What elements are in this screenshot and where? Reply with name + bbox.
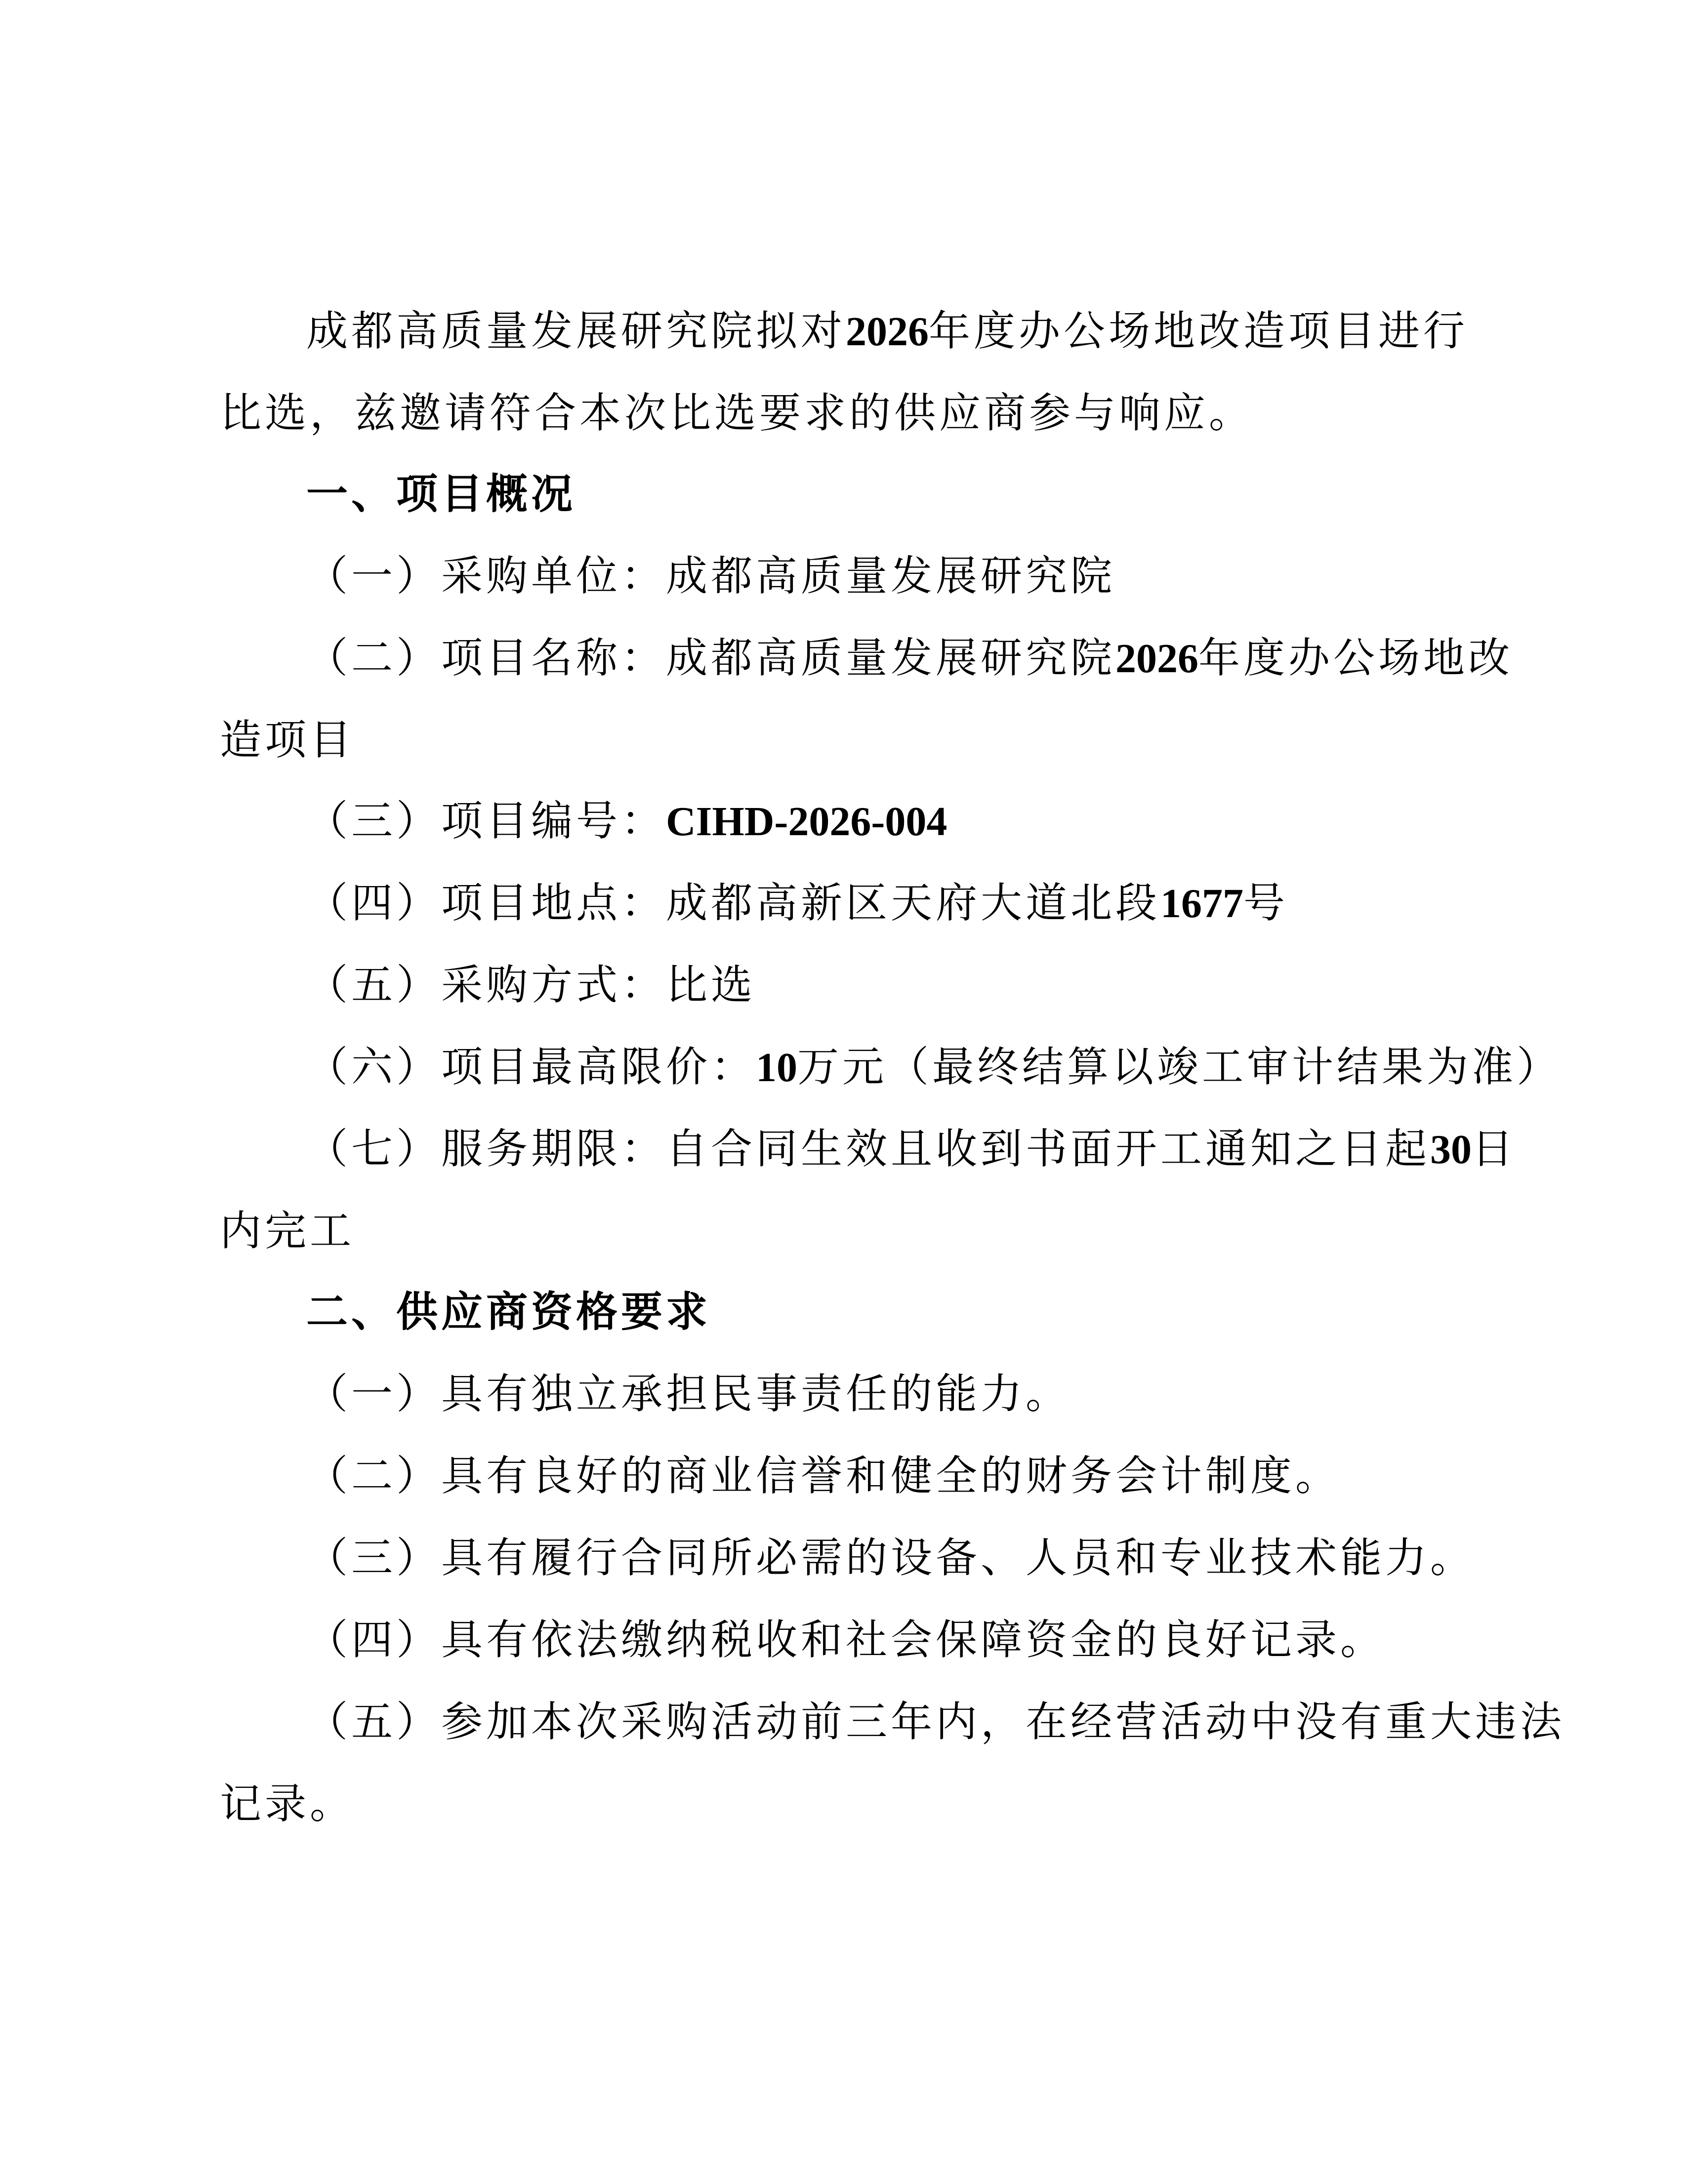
requirement-item-cont: 记录。 bbox=[220, 1780, 355, 1828]
item-value: 日 bbox=[1472, 1125, 1517, 1173]
requirement-item: （四）具有依法缴纳税收和社会保障资金的良好记录。 bbox=[306, 1616, 1386, 1664]
intro-line-1 bbox=[306, 306, 1468, 357]
item-label: （六）项目最高限价： bbox=[306, 1043, 756, 1091]
item-label: （七）服务期限： bbox=[306, 1125, 666, 1173]
item-location bbox=[306, 878, 1288, 929]
item-label: （三）项目编号： bbox=[306, 797, 666, 845]
requirement-item: （一）具有独立承担民事责任的能力。 bbox=[306, 1370, 1071, 1418]
intro-text: 成都高质量发展研究院拟对 bbox=[306, 307, 846, 355]
item-value: 成都高质量发展研究院 bbox=[666, 634, 1116, 682]
item-label: （五）采购方式： bbox=[306, 961, 666, 1009]
requirement-item: （二）具有良好的商业信誉和健全的财务会计制度。 bbox=[306, 1452, 1341, 1500]
intro-line-2: 比选，兹邀请符合本次比选要求的供应商参与响应。 bbox=[220, 389, 1254, 437]
item-service-period-cont: 内完工 bbox=[220, 1207, 355, 1255]
item-value-number: 10 bbox=[756, 1045, 798, 1091]
item-project-name bbox=[306, 633, 1513, 684]
item-method bbox=[306, 960, 756, 1010]
intro-year: 2026 bbox=[846, 309, 929, 355]
intro-text: 年度办公场地改造项目进行 bbox=[929, 307, 1469, 355]
item-value-code: CIHD-2026-004 bbox=[666, 799, 947, 845]
item-project-code bbox=[306, 796, 947, 847]
section-heading: 二、供应商资格要求 bbox=[306, 1287, 711, 1336]
item-value: 年度办公场地改 bbox=[1198, 634, 1514, 682]
requirement-item: （五）参加本次采购活动前三年内，在经营活动中没有重大违法 bbox=[306, 1698, 1565, 1746]
item-label: （四）项目地点： bbox=[306, 879, 666, 927]
item-value: 成都高新区天府大道北段 bbox=[666, 879, 1161, 927]
item-value: 成都高质量发展研究院 bbox=[666, 552, 1116, 600]
item-value: 号 bbox=[1243, 879, 1289, 927]
section-heading: 一、项目概况 bbox=[306, 469, 576, 518]
item-project-name-cont: 造项目 bbox=[220, 716, 355, 764]
item-value: 比选 bbox=[666, 961, 756, 1009]
item-value-number: 30 bbox=[1430, 1127, 1472, 1173]
item-value-year: 2026 bbox=[1115, 636, 1199, 682]
item-value: 自合同生效且收到书面开工通知之日起 bbox=[666, 1125, 1431, 1173]
item-purchaser bbox=[306, 551, 1115, 601]
item-max-price bbox=[306, 1042, 1562, 1092]
item-value-number: 1677 bbox=[1160, 881, 1244, 927]
item-service-period bbox=[306, 1124, 1517, 1174]
item-label: （一）采购单位： bbox=[306, 552, 666, 600]
requirement-item: （三）具有履行合同所必需的设备、人员和专业技术能力。 bbox=[306, 1534, 1476, 1582]
item-label: （二）项目名称： bbox=[306, 634, 666, 682]
item-value: 万元（最终结算以竣工审计结果为准） bbox=[797, 1043, 1562, 1091]
